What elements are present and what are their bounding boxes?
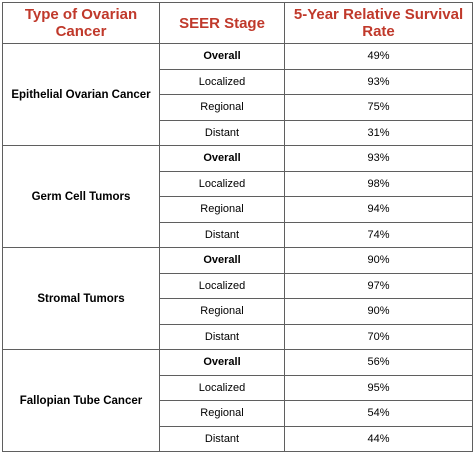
stage-cell: Regional (160, 299, 285, 325)
table-row (3, 350, 473, 376)
rate-cell: 74% (285, 222, 473, 248)
rate-cell: 49% (285, 44, 473, 70)
table-header-row (3, 3, 473, 44)
rate-cell: 54% (285, 401, 473, 427)
rate-cell: 75% (285, 95, 473, 121)
rate-cell: 93% (285, 146, 473, 172)
stage-cell: Localized (160, 375, 285, 401)
stage-cell: Distant (160, 222, 285, 248)
stage-cell: Regional (160, 95, 285, 121)
stage-cell: Regional (160, 197, 285, 223)
stage-cell: Distant (160, 324, 285, 350)
header-seer-stage: SEER Stage (160, 3, 285, 44)
table-row (3, 44, 473, 70)
stage-cell: Localized (160, 69, 285, 95)
cancer-type-cell: Fallopian Tube Cancer (3, 350, 160, 452)
rate-cell: 56% (285, 350, 473, 376)
stage-cell: Distant (160, 426, 285, 452)
table-row (3, 146, 473, 172)
stage-cell: Overall (160, 44, 285, 70)
header-cancer-type: Type of Ovarian Cancer (3, 3, 160, 44)
stage-cell: Regional (160, 401, 285, 427)
stage-cell: Overall (160, 146, 285, 172)
rate-cell: 90% (285, 299, 473, 325)
stage-cell: Localized (160, 273, 285, 299)
table-row (3, 248, 473, 274)
cancer-type-cell: Germ Cell Tumors (3, 146, 160, 248)
cancer-type-cell: Stromal Tumors (3, 248, 160, 350)
rate-cell: 90% (285, 248, 473, 274)
rate-cell: 97% (285, 273, 473, 299)
rate-cell: 95% (285, 375, 473, 401)
survival-rate-table (2, 2, 473, 452)
cancer-type-cell: Epithelial Ovarian Cancer (3, 44, 160, 146)
stage-cell: Localized (160, 171, 285, 197)
stage-cell: Distant (160, 120, 285, 146)
rate-cell: 31% (285, 120, 473, 146)
header-survival-rate: 5-Year Relative Survival Rate (285, 3, 473, 44)
stage-cell: Overall (160, 248, 285, 274)
rate-cell: 98% (285, 171, 473, 197)
stage-cell: Overall (160, 350, 285, 376)
rate-cell: 70% (285, 324, 473, 350)
rate-cell: 44% (285, 426, 473, 452)
rate-cell: 94% (285, 197, 473, 223)
rate-cell: 93% (285, 69, 473, 95)
